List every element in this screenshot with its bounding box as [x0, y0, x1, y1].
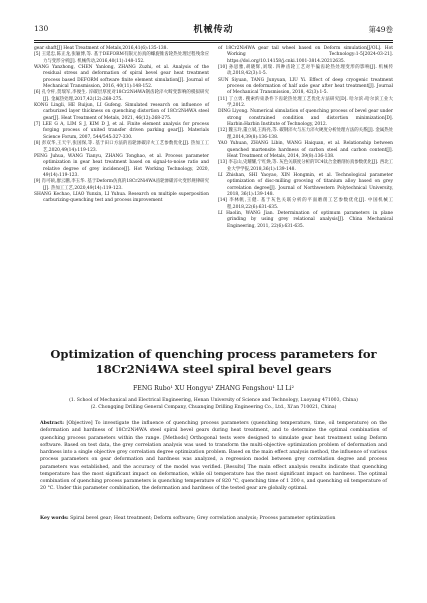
reference-entry: KONG Lingli, HE Ruijun, LI Gufeng. Simulated research on influence of carburized layer thickness on quenching distortion of 18Cr2Ni4WA steel gear[J]. Heat Treatment of Metals, 2021, 46(12):268-275. — [34, 103, 209, 121]
author-list: FENG Rubo¹ XU Hongyu¹ ZHANG Fengshou¹ LI Li² — [133, 385, 294, 392]
keywords — [40, 515, 387, 522]
affiliation-line: (1. School of Mechanical and Electrical Engineering, Henan University of Science and Technology, Luoyang 471003, China) — [69, 398, 358, 403]
references-left-column — [34, 46, 209, 205]
affiliations — [40, 397, 387, 412]
keywords-label: Key words: — [40, 516, 69, 521]
reference-entry: [10] 孙思雅,胡晓辉,刘瑞. 四种齿轮工艺对半偏齿轮热处理变形的影响[J]. 机械传动,2018,42(3):1-5. — [218, 65, 393, 77]
journal-title: 机械传动 — [193, 25, 234, 35]
reference-entry: LI Haolin, WANG Jian. Determination of optimum parameters in plane grinding by using grey relational analysis[J]. China Mechanical Engineering, 2011, 22(6):631-635. — [218, 210, 393, 229]
reference-entry: DING Liyong. Numerical simulation of quenching process of bevel gear under strong constrained condition and distortion minimization[D]. Harbin:Harbin Institute of Technology, 2012. — [218, 109, 393, 128]
paper-title: Optimization of quenching process parameters for 18Cr2Ni4WA steel spiral bevel gears — [50, 347, 377, 376]
reference-entry: gear shaft[J] Heat Treatment of Metals,2016,41(6):135-138. — [34, 46, 168, 51]
reference-entry: of 18Cr2Ni4WA gear tail wheel based on Deform simulation[J/OL]. Hot Working Technology:1-5[2024-03-21]. https://doi.org/10.14158/j.cnki.1001-3814.20212635. — [218, 46, 393, 64]
affiliation-line: (2. Chongqing Drilling General Company, Chuanqing Drilling Engineering Co., Ltd., Xi'an 710021, China) — [90, 405, 337, 411]
reference-entry: [14] 李林帆,王健. 基于灰色关联分析的平面磨削工艺参数优化[J]. 中国机械工程,2018,22(6):631-635. — [218, 198, 393, 210]
keywords-text: Spiral bevel gear; Heat treatment; Deform software; Grey correlation analysis; Process parameter optimization — [70, 516, 336, 521]
reference-entry: [8] 彭双华,王天宇,张国保,等. 基于田口方法的齿轮渗碳淬火工艺参数优化[J]. 热加工工艺,2020,49(14):119-123. — [34, 141, 209, 153]
volume-label: 第49卷 — [368, 25, 393, 34]
abstract-label: Abstract: — [40, 421, 64, 426]
reference-entry: WANG Yanzhong, CHEN Yanlong, ZHANG Zuzhi, et al. Analysis of the residual stress and deformation of spiral bevel gear heat treatment process based DEFORM software finite element simulation[J]. Journal of Mechanical Transmission, 2016, 40(11):148-152. — [34, 65, 209, 90]
abstract — [40, 420, 387, 493]
reference-entry: [13] 李志山,史耀耀,宁红焕,等. 灰色关联度分析的TC4钛合金磨削仿真参数优化[J]. 西北工业大学学报,2018,36(1):139-148. — [218, 160, 393, 172]
reference-entry: [5] 王延忠,陈正龙,张颖博,等. 基于DEFORM有限元仿真的螺旋锥齿轮热处理过程残余应力与变形分析[J]. 机械传动,2016,40(11):148-152. — [34, 52, 209, 64]
reference-entry: PENG Juhua, WANG Tianyu, ZHANG Tonghao, et al. Process parameter optimization in gear heat treatment based on signal-to-noise ratio and relative degree of grey incidence[J]. Hot Working Technology, 2020, 49(14):119-123. — [34, 153, 209, 178]
reference-entry: SHANG Kechao, LIAO Yunxin, LI Yuhua. Research on multiple superposition carburizing-quenching test and process improvement — [34, 191, 209, 204]
reference-entry: [7] LEE G A, LIM S J, KIM D J, et al. Finite element analysis for process forging process of united transfer driven parking gear[J]. Materials Science Forum, 2007, 544/545:327-330. — [34, 122, 209, 140]
abstract-text: [Objective] To investigate the influence of quenching process parameters (quenching temperature, time, oil temperature) on the deformation and hardness of 18Cr2Ni4WA steel spiral bevel gears during heat treatment, and to determine the optimal combination of quenching process parameters within the range. [Methods] Orthogonal tests were designed to simulate gear heat treatment using Deform software. Based on test data, the grey correlation analysis was used to transform the multi-objective optimization problem of deformation and hardness into a single objective grey correlation degree optimization problem. Based on the main effect analysis method, the influence of various process parameters on gear deformation and hardness was analyzed, a regression model between grey correlation degree and process parameters was established, and the accuracy of the model was verified. [Results] The main effect analysis results indicate that quenching temperature has the most significant impact on deformation, while oil temperature has the most significant impact on hardness. The optimal combination of quenching process parameters is quenching temperature of 820 °C, quenching time of 1 200 s, and quenching oil temperature of 20 °C. Under this parameter combination, the deformation and hardness of the tested gear are globally optimal. — [40, 421, 387, 492]
header-rule-thin — [34, 42, 393, 43]
reference-entry: [6] 孔令杆,贺瑞军,李俊生. 淬碳层厚度对18Cr2Ni4WA钢齿轮淬火畸变影响的模拟研究[J]. 金属热处理,2017,42(12):268-275. — [34, 90, 209, 102]
reference-entry: YAO Yuhuan, ZHANG Libin, WANG Haiquan, et al. Relationship between quenched martensite hardness of carbon steel and carbon content[J]. Heat Treatment of Metals, 2014, 39(8):136-138. — [218, 141, 393, 159]
reference-entry: LI Zhishan, SHI Yaoyao, XIN Hongmin, et al. Technological parameter optimization of disc-milling grooving of titanium alloy based on grey correlation degree[J]. Journal of Northwestern Polytechnical University, 2018, 36(1):139-148. — [218, 172, 393, 197]
header-rule — [34, 40, 393, 41]
reference-entry: [9] 肖可硕,廖云鹏,李玉华. 基于Deform仿真的18Cr2Ni4WA齿轮渗碳淬火变形规律研究[J]. 热加工工艺,2020,49(14):119-123. — [34, 179, 209, 191]
references-right-column — [218, 46, 393, 230]
page-number: 130 — [34, 24, 49, 33]
reference-entry: SUN Siyuan, TANG Junyuan, LIU Yi. Effect of deep cryogenic treatment process on deformation of half axle gear after heat treatment[J]. Journal of Mechanical Transmission, 2018, 42(3):1-5. — [218, 77, 393, 96]
reference-entry: [11] 丁立勇. 搜索约束条件下齿轮热处理工艺优化方法研究[D]. 哈尔滨:哈尔滨工业大学,2012. — [218, 96, 393, 109]
reference-entry: [12] 魏玉玲,董立斌,王海亮,等. 碳钢淬火与压力淬火硬度分析处理方法的关系[J]. 金属热处理,2014,39(8):136-138. — [218, 128, 393, 140]
running-header — [34, 22, 393, 36]
